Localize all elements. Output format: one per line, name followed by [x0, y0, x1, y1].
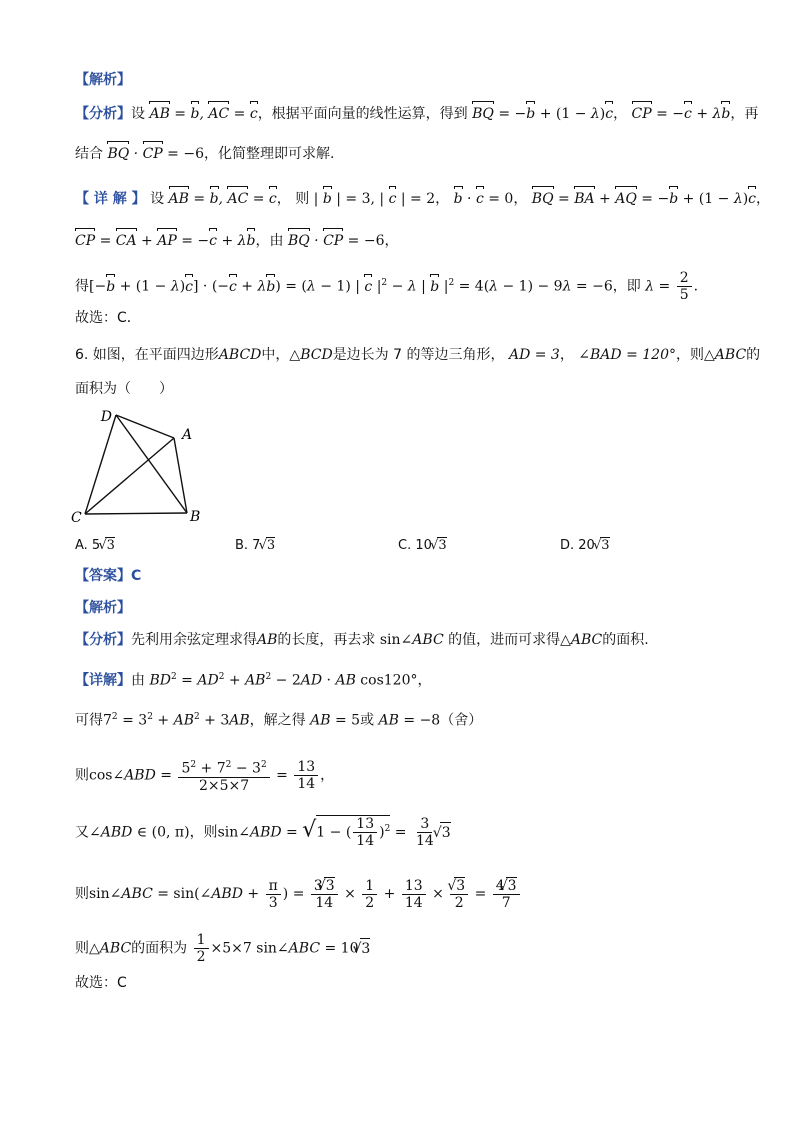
- label-d: D: [100, 409, 112, 425]
- text: 6. 如图，在平面四边形: [75, 347, 219, 363]
- text: 则: [75, 767, 89, 784]
- text: B. 7: [235, 538, 261, 553]
- text: 是边长为 7 的等边三角形，: [332, 347, 505, 363]
- text: ，即: [612, 278, 641, 295]
- text: ，则: [189, 824, 218, 841]
- answer-line-1: 故选：C．: [75, 310, 141, 326]
- choice-a[interactable]: A. 5 √ 3: [75, 537, 115, 553]
- text: ，: [513, 191, 528, 207]
- choice-d[interactable]: D. 20 √ 3: [560, 537, 610, 553]
- answer-heading: 【答案】C: [75, 568, 142, 584]
- text: 结合: [75, 146, 103, 162]
- jiexi-heading-1: 【解析】: [75, 72, 131, 88]
- detail-line-1: 【 详 解 】 设 AB = b, AC = c， 则 | b | = 3, | c | = 2， b · c = 0， BQ = BA + AQ = −b + (1 − λ)c，: [75, 191, 770, 207]
- text: 的值，进而可求得△: [448, 632, 571, 648]
- detail-2-line-4: 又∠ABD ∈ (0, π)，则sin∠ABD = √1 − ( $\frac{13}{14}$ )$^2$ = $\frac{3}{14}$ √ 3: [75, 815, 451, 849]
- text: ABC: [714, 347, 747, 363]
- text: 或: [360, 712, 375, 729]
- text: BCD: [300, 347, 333, 363]
- text: ∠BAD = 120°: [578, 347, 676, 363]
- text: 得: [75, 278, 89, 295]
- text: D. 20: [560, 538, 595, 553]
- text: ，: [559, 347, 574, 363]
- answer-line-2: 故选：C: [75, 975, 127, 991]
- text: 则△: [75, 940, 100, 957]
- analysis-tag: 【分析】: [75, 106, 131, 122]
- text: 先利用余弦定理求得: [131, 632, 257, 648]
- jiexi-heading-2: 【解析】: [75, 600, 131, 616]
- detail-2-line-2: 可得$7^2 = 3^2 + AB^2 + 3AB$，解之得 AB = 5或 AB = −8（舍）: [75, 712, 483, 729]
- text: ，再: [730, 106, 759, 122]
- analysis-tag: 【分析】: [75, 632, 131, 648]
- text: ， 则: [276, 191, 310, 207]
- text: 设: [150, 191, 165, 207]
- text: 的面积.: [602, 632, 649, 648]
- quadrilateral-figure: [68, 403, 228, 533]
- text: AD = 3: [508, 347, 560, 363]
- text: ，由: [255, 233, 284, 249]
- analysis-line-1: 【分析】设 AB = b, AC = c，根据平面向量的线性运算，得到 BQ = −b + (1 − λ)c， CP = −c + λb，再: [75, 106, 759, 122]
- text: ，化简整理即可求解.: [204, 146, 335, 162]
- text: ，: [613, 106, 628, 122]
- text: ，则△: [676, 347, 715, 363]
- text: ABCD: [218, 347, 262, 363]
- text: 的面积为: [131, 940, 188, 957]
- analysis-line-2: 结合 BQ · CP = −6，化简整理即可求解.: [75, 146, 335, 162]
- text: 可得: [75, 712, 103, 729]
- detail-tag: 【详解】: [75, 672, 131, 689]
- text: 又: [75, 824, 89, 841]
- text: 的: [746, 347, 761, 363]
- text: ，解之得: [249, 712, 306, 729]
- text: 的长度，再去求: [277, 632, 376, 648]
- analysis-2-line: 【分析】先利用余弦定理求得AB的长度，再去求 sin∠ABC 的值，进而可求得△ABC的面积.: [75, 632, 649, 648]
- text: ，根据平面向量的线性运算，得到: [257, 106, 468, 122]
- text: 中，△: [261, 347, 301, 363]
- text: （舍）: [440, 712, 483, 729]
- choice-c[interactable]: C. 10 √ 3: [398, 537, 447, 553]
- text: C. 10: [398, 538, 432, 553]
- detail-tag: 【 详 解 】: [75, 191, 146, 207]
- detail-line-2: CP = CA + AP = −c + λb，由 BQ · CP = −6，: [75, 233, 399, 249]
- text: ，: [384, 233, 399, 249]
- label-a: A: [182, 427, 193, 443]
- choice-b[interactable]: B. 7 √ 3: [235, 537, 275, 553]
- text: ，: [435, 191, 450, 207]
- detail-2-line-5: 则sin∠ABC = sin(∠ABD + $\frac{\pi}{3}$ ) = $\frac{3√ 3}{14}$ × $\frac{1}{2}$ + $\frac{13}{14}$ × √ $\frac{3}{2}$ = $\frac{4√ 3}{7}$: [75, 877, 522, 911]
- text: A. 5: [75, 538, 101, 553]
- text: 则: [75, 886, 89, 902]
- label-c: C: [71, 510, 82, 526]
- label-b: B: [190, 509, 201, 525]
- text: 由: [131, 672, 145, 689]
- detail-2-line-1: 【详解】由 $BD^2 = AD^2 + AB^2 - 2AD$ · AB cos120°，: [75, 672, 432, 689]
- question-6-line-1: [75, 345, 760, 365]
- detail-line-3: 得[−b + (1 − λ)c] · (−c + λb) = (λ − 1) | c $|^2 - \lambda$ | b $|^2 = 4(\lambda - 1) - 9\lambda = -6$，即 λ = $\frac{2}{5}$ .: [75, 270, 699, 303]
- text: 设: [131, 106, 145, 122]
- detail-2-line-6: 则△ABC的面积为 $\frac{1}{2}$ ×5×7 sin∠ABC = 10√ 3: [75, 932, 370, 965]
- question-6-line-2: 面积为（ ）: [75, 381, 173, 397]
- detail-2-line-3: 则cos∠ABD = $\frac{5^2 + 7^2 - 3^2}{2\times 5\times 7}$ = $\frac{13}{14}$ ，: [75, 758, 335, 794]
